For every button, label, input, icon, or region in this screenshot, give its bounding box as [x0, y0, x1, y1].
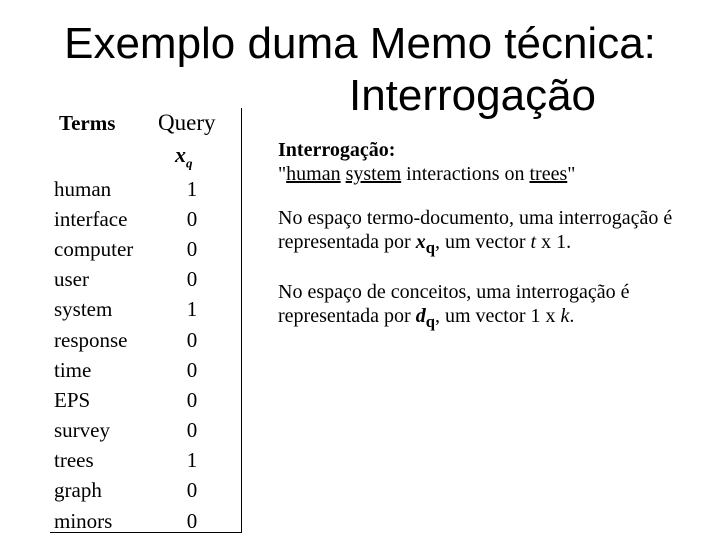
query-column-header: Query — [158, 110, 216, 135]
query-value-cell: 0 — [186, 236, 198, 261]
term-cell: trees — [54, 448, 94, 473]
table-row — [54, 355, 204, 385]
query-value-cell: 1 — [186, 297, 198, 322]
term-cell: human — [54, 176, 112, 201]
table-row — [54, 325, 204, 355]
query-value-cell: 1 — [186, 448, 198, 473]
query-term-system: system — [345, 163, 402, 185]
table-row — [54, 385, 204, 415]
query-value-cell: 0 — [186, 327, 198, 352]
term-cell: survey — [54, 418, 110, 443]
table-row — [54, 234, 204, 264]
terms-query-table — [50, 108, 242, 533]
query-term-trees: trees — [529, 163, 568, 185]
concept-space-paragraph: No espaço de conceitos, uma interrogação é representada por $d_q$, um vector 1 x k. — [278, 281, 630, 331]
explanation-panel — [278, 138, 698, 354]
table-row — [54, 174, 204, 204]
query-value-cell: 0 — [186, 357, 198, 382]
query-heading: Interrogação: — [278, 139, 396, 161]
query-paragraph: Interrogação: "human system interactions on trees" — [278, 139, 576, 185]
query-value-cell: 0 — [186, 387, 198, 412]
term-cell: time — [54, 357, 92, 382]
table-row — [54, 446, 204, 476]
table-row — [54, 295, 204, 325]
query-value-cell: 1 — [186, 176, 198, 201]
query-value-cell: 0 — [186, 267, 198, 292]
table-row — [54, 204, 204, 234]
query-value-cell: 0 — [186, 418, 198, 443]
term-cell: computer — [54, 236, 134, 261]
term-cell: system — [54, 297, 113, 322]
term-cell: EPS — [54, 387, 91, 412]
title-line-1: Exemplo duma Memo técnica: — [64, 19, 656, 68]
table-row — [54, 265, 204, 295]
table-row — [54, 506, 204, 536]
table-row — [54, 476, 204, 506]
query-value-cell: 0 — [186, 508, 198, 533]
query-term-human: human — [286, 163, 341, 185]
query-vector-label: $x_q$ — [175, 142, 193, 171]
term-cell: response — [54, 327, 128, 352]
table-rows — [54, 174, 204, 536]
query-value-cell: 0 — [186, 206, 198, 231]
term-cell: user — [54, 267, 89, 292]
terms-column-header: Terms — [59, 111, 116, 135]
term-space-paragraph: No espaço termo-documento, uma interrogação é representada por $x_q$, um vector t x 1. — [278, 207, 673, 257]
term-cell: graph — [54, 478, 102, 503]
term-cell: interface — [54, 206, 128, 231]
slide-title — [0, 18, 720, 122]
title-line-2: Interrogação — [348, 71, 597, 120]
table-row — [54, 416, 204, 446]
term-cell: minors — [54, 508, 113, 533]
query-value-cell: 0 — [186, 478, 198, 503]
